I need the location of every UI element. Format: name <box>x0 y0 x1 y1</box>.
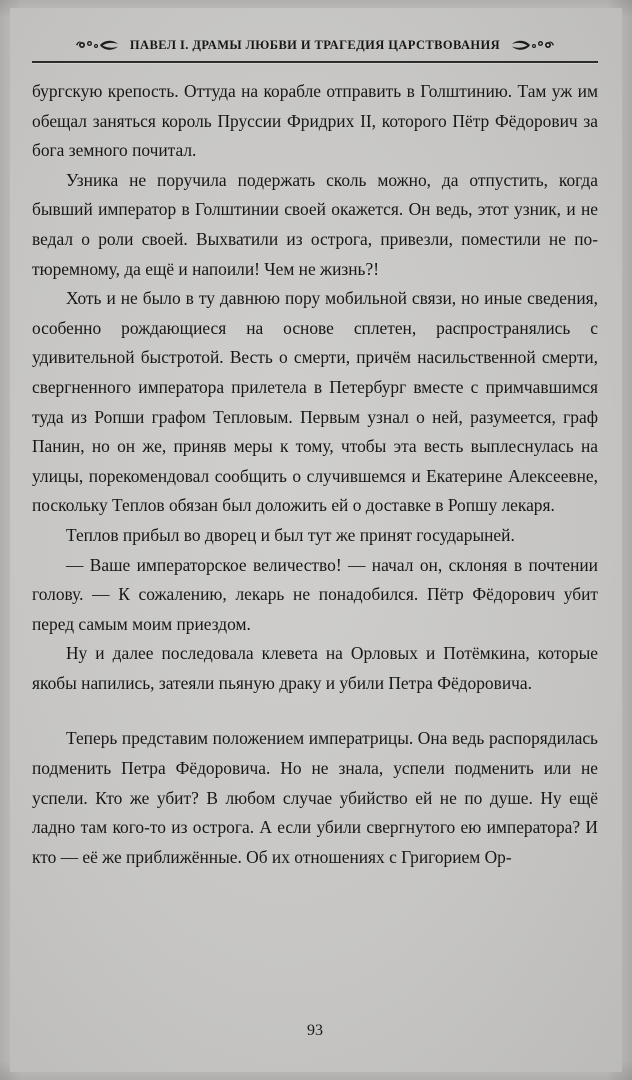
page-number: 93 <box>307 1022 323 1039</box>
page-paper <box>10 8 622 1072</box>
paragraph: Ну и далее последовала клевета на Орловых и Потёмкина, которые якобы напились, затеяли пьяную драку и убили Петра Фёдоровича. <box>32 643 598 693</box>
floral-ornament-icon <box>510 37 556 53</box>
paragraph: Хоть и не было в ту давнюю пору мобильной связи, но иные сведения, особенно рождающиеся на основе сплетен, распространялись с удивительной быстротой. Весть о смерти, причём насильственной смерти, свергненного императора прилетела в Петербург вместе с примчавшимся туда из Ропши графом Тепловым. Первым узнал о ней, разумеется, граф Панин, но он же, приняв меры к тому, чтобы эта весть выплеснулась на улицы, порекомендовал сообщить о случившемся и Екатерине Алексеевне, поскольку Теплов обязан был доложить ей о доставке в Ропшу лекаря. <box>32 288 598 516</box>
running-head-title: ПАВЕЛ I. ДРАМЫ ЛЮБВИ И ТРАГЕДИЯ ЦАРСТВОВАНИЯ <box>129 37 501 52</box>
header-divider <box>32 61 598 63</box>
paragraph: Теплов прибыл во дворец и был тут же принят государыней. <box>66 524 515 545</box>
paragraph: — Ваше императорское величество! — начал он, склоняя в почтении голову. — К сожалению, лекарь не понадобился. Пётр Фёдорович убит перед самым моим приездом. <box>32 554 598 634</box>
body-text <box>32 77 598 872</box>
running-head <box>32 34 598 56</box>
page-content <box>32 34 598 1062</box>
paragraph: бургскую крепость. Оттуда на корабле отправить в Голштинию. Там уж им обещал заняться король Пруссии Фридрих II, которого Пётр Фёдорович за бога земного почитал. <box>32 81 598 161</box>
paragraph: Узника не поручила подержать сколь можно, да отпустить, когда бывший император в Голштинии своей окажется. Он ведь, этот узник, и не ведал о роли своей. Выхватили из острога, привезли, поместили не по-тюремному, да ещё и напоили! Чем не жизнь?! <box>32 169 598 279</box>
floral-ornament-icon <box>74 37 120 53</box>
paragraph: Теперь представим положением императрицы. Она ведь распорядилась подменить Петра Фёдоровича. Но не знала, успели подменить или не успели. Кто же убит? В любом случае убийство ей не по душе. Ну ещё ладно там кого-то из острога. А если убили свергнутого ею императора? И кто — её же приближённые. Об их отношениях с Григорием Ор- <box>32 728 598 867</box>
